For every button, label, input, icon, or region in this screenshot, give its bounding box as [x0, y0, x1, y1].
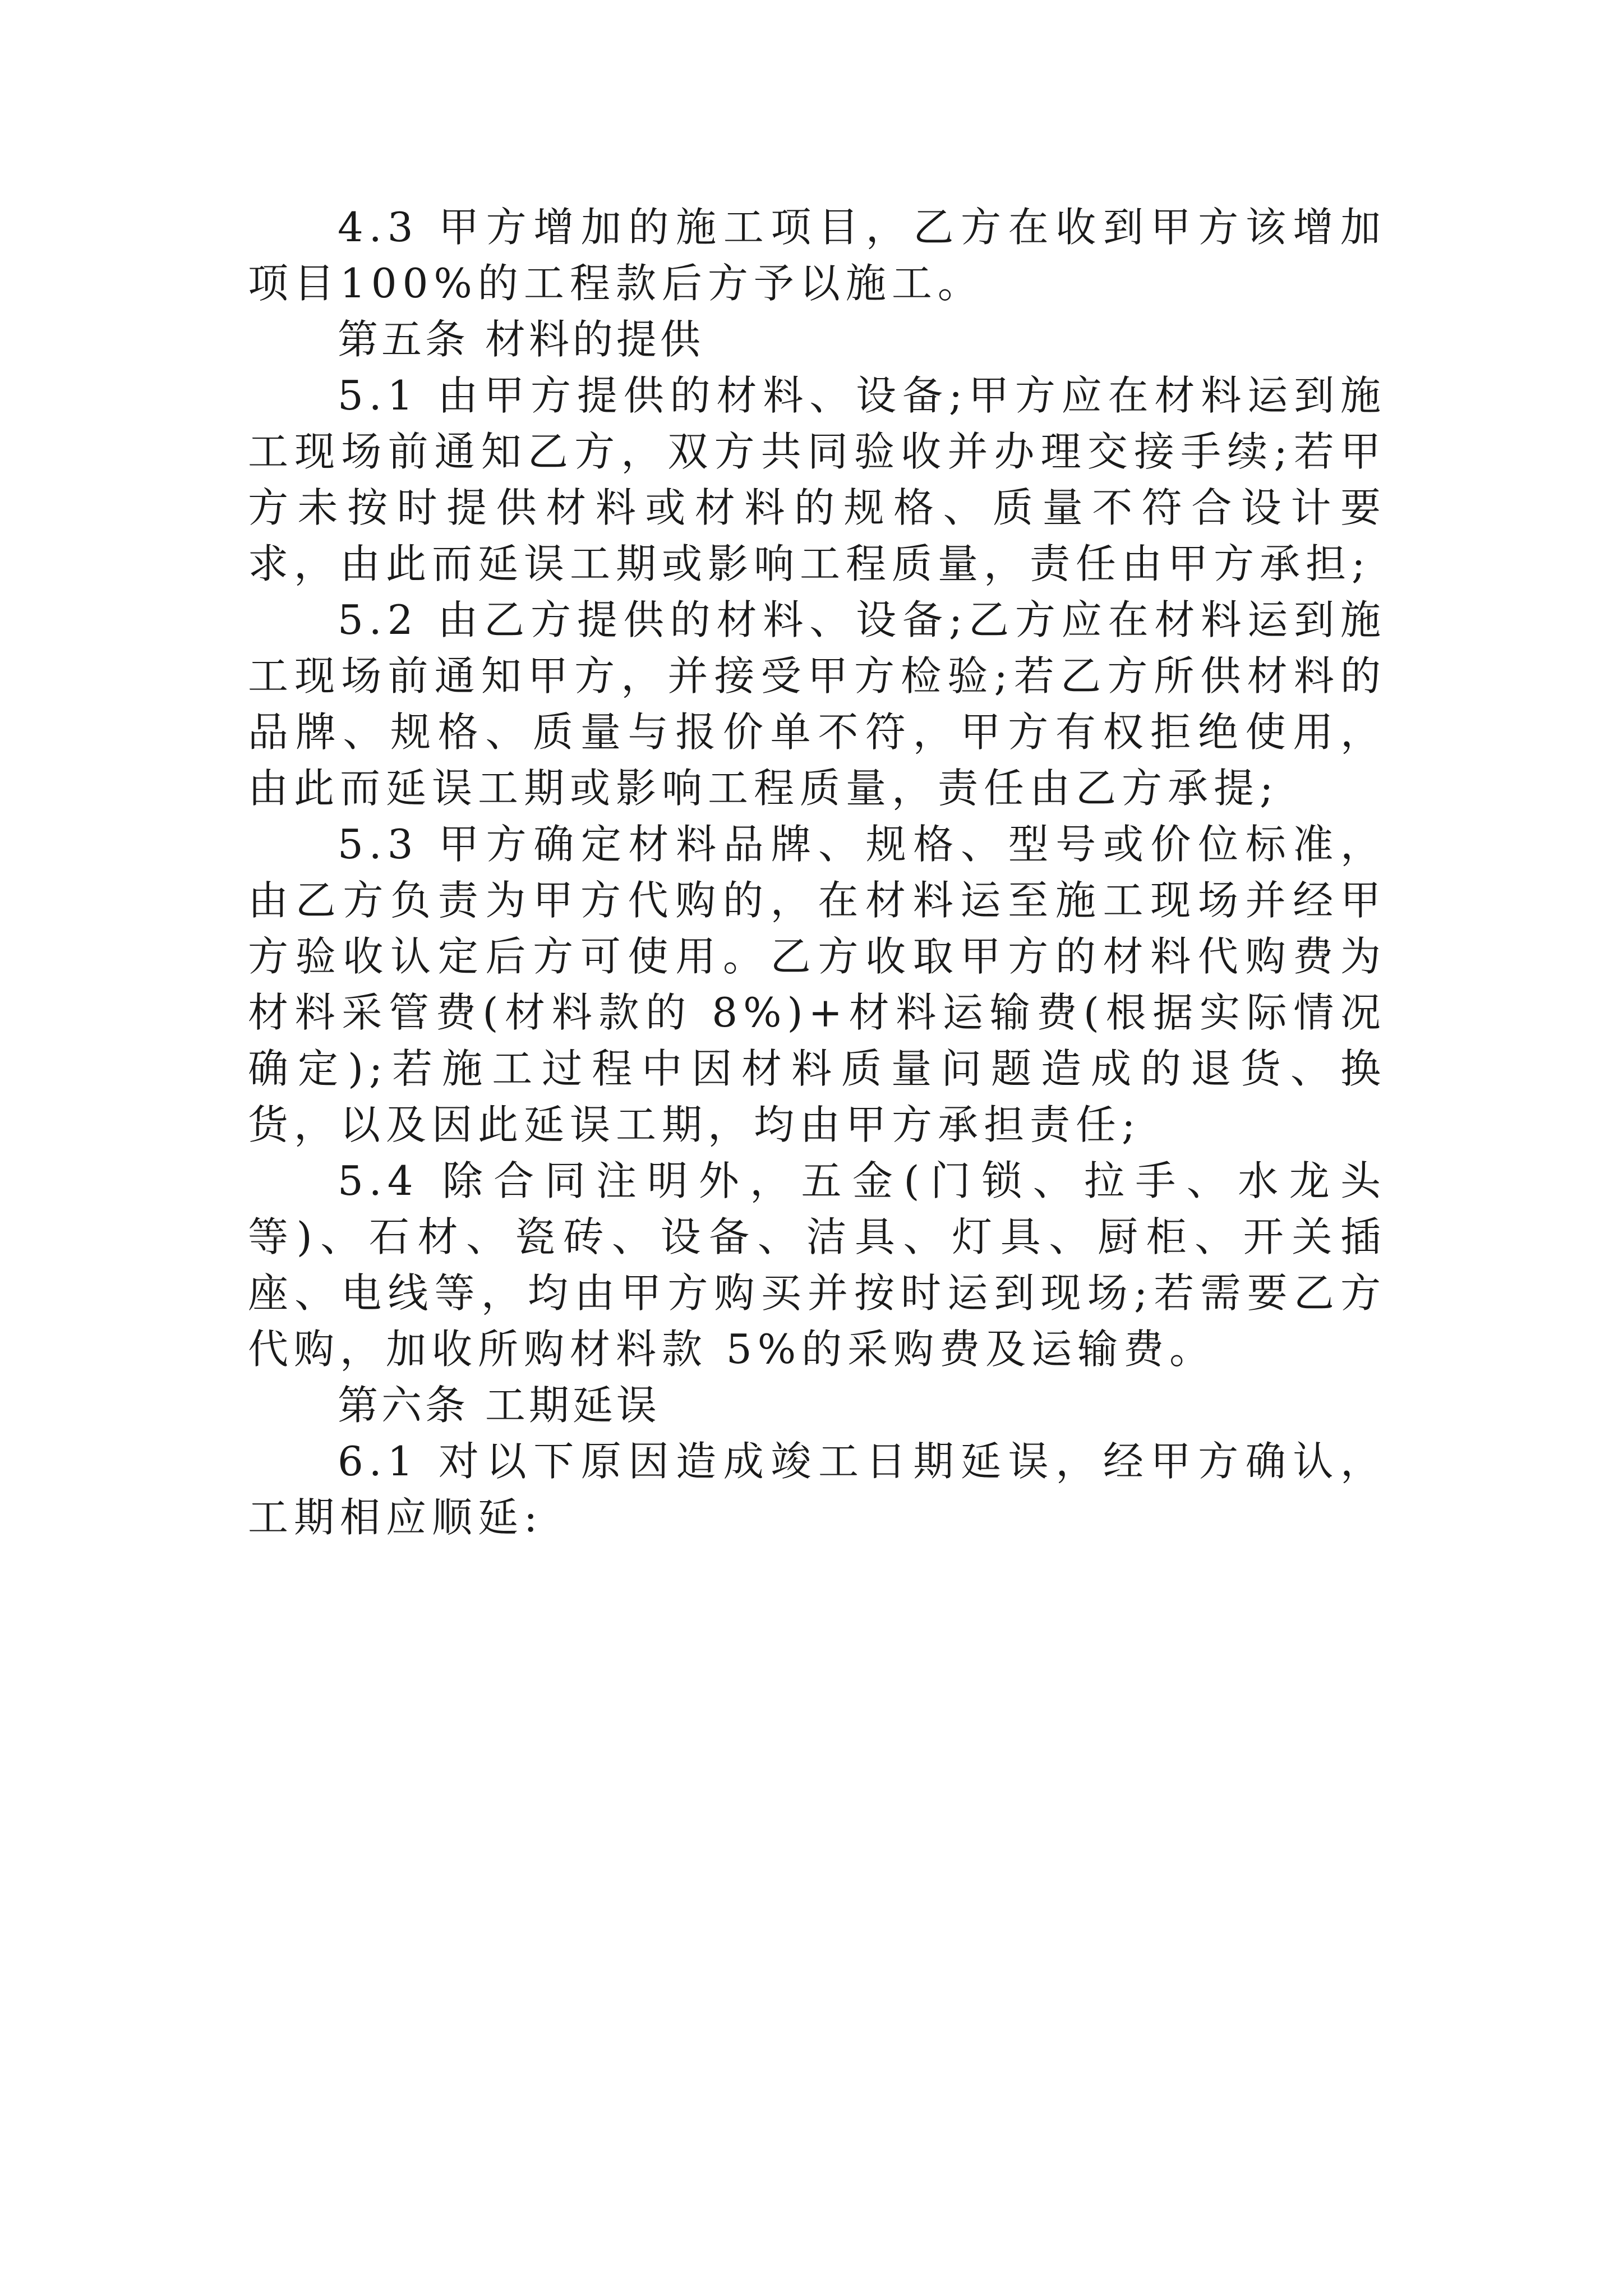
- article-5-heading: 第五条 材料的提供: [338, 316, 704, 363]
- clause-5-3: 5.3 甲方确定材料品牌、规格、型号或价位标准，由乙方负责为甲方代购的，在材料运至施工现场并经甲方验收认定后方可使用。乙方收取甲方的材料代购费为材料采管费(材料款的 8%)+材料运输费(根据实际情况确定);若施工过程中因材料质量问题造成的退货、换货，以及因此延误工期，均由甲方承担责任;: [248, 821, 1386, 1148]
- clause-5-1: 5.1 由甲方提供的材料、设备;甲方应在材料运到施工现场前通知乙方，双方共同验收并办理交接手续;若甲方未按时提供材料或材料的规格、质量不符合设计要求，由此而延误工期或影响工程质量，责任由甲方承担;: [248, 372, 1386, 587]
- clause-5-4: 5.4 除合同注明外，五金(门锁、拉手、水龙头等)、石材、瓷砖、设备、洁具、灯具、厨柜、开关插座、电线等，均由甲方购买并按时运到现场;若需要乙方代购，加收所购材料款 5%的采购费及运输费。: [248, 1157, 1386, 1373]
- article-6-heading: 第六条 工期延误: [338, 1382, 660, 1429]
- clause-6-1: 6.1 对以下原因造成竣工日期延误，经甲方确认，工期相应顺延:: [248, 1438, 1386, 1541]
- clause-4-3: 4.3 甲方增加的施工项目，乙方在收到甲方该增加项目100%的工程款后方予以施工。: [248, 204, 1386, 307]
- clause-5-2: 5.2 由乙方提供的材料、设备;乙方应在材料运到施工现场前通知甲方，并接受甲方检验;若乙方所供材料的品牌、规格、质量与报价单不符，甲方有权拒绝使用，由此而延误工期或影响工程质量，责任由乙方承提;: [248, 596, 1386, 812]
- document-body: [248, 199, 1386, 1545]
